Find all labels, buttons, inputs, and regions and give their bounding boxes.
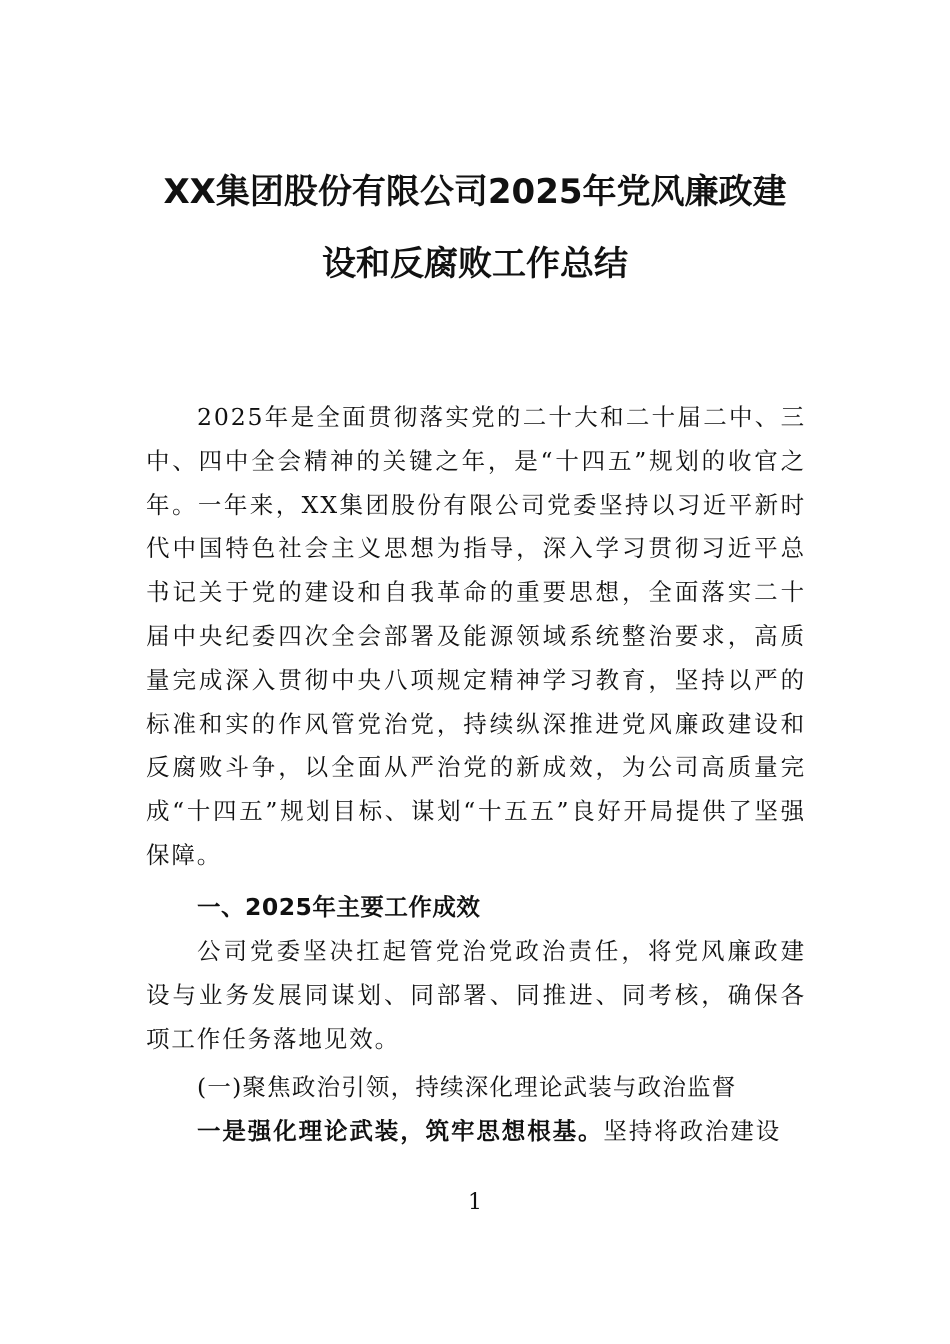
- section-paragraph: 公司党委坚决扛起管党治党政治责任，将党风廉政建设与业务发展同谋划、同部署、同推进、同考核，确保各项工作任务落地见效。: [146, 937, 806, 1053]
- document-title-line-2: 设和反腐败工作总结: [322, 244, 628, 284]
- document-title-line-1: XX集团股份有限公司2025年党风廉政建: [163, 172, 787, 212]
- page-number: 1: [468, 1190, 482, 1215]
- first-point-paragraph: [146, 1110, 806, 1154]
- first-point-text: 坚持将政治建设: [603, 1117, 782, 1145]
- intro-paragraph: 2025年是全面贯彻落实党的二十大和二十届二中、三中、四中全会精神的关键之年，是“十四五”规划的收官之年。一年来，XX集团股份有限公司党委坚持以习近平新时代中国特色社会主义思想为指导，深入学习贯彻习近平总书记关于党的建设和自我革命的重要思想，全面落实二十届中央纪委四次全会部署及能源领域系统整治要求，高质量完成深入贯彻中央八项规定精神学习教育，坚持以严的标准和实的作风管党治党，持续纵深推进党风廉政建设和反腐败斗争，以全面从严治党的新成效，为公司高质量完成“十四五”规划目标、谋划“十五五”良好开局提供了坚强保障。: [146, 403, 806, 869]
- subsection-heading: (一)聚焦政治引领，持续深化理论武装与政治监督: [197, 1073, 737, 1101]
- section-heading: 一、2025年主要工作成效: [197, 893, 481, 921]
- first-point-lead: 一是强化理论武装，筑牢思想根基。: [197, 1117, 604, 1145]
